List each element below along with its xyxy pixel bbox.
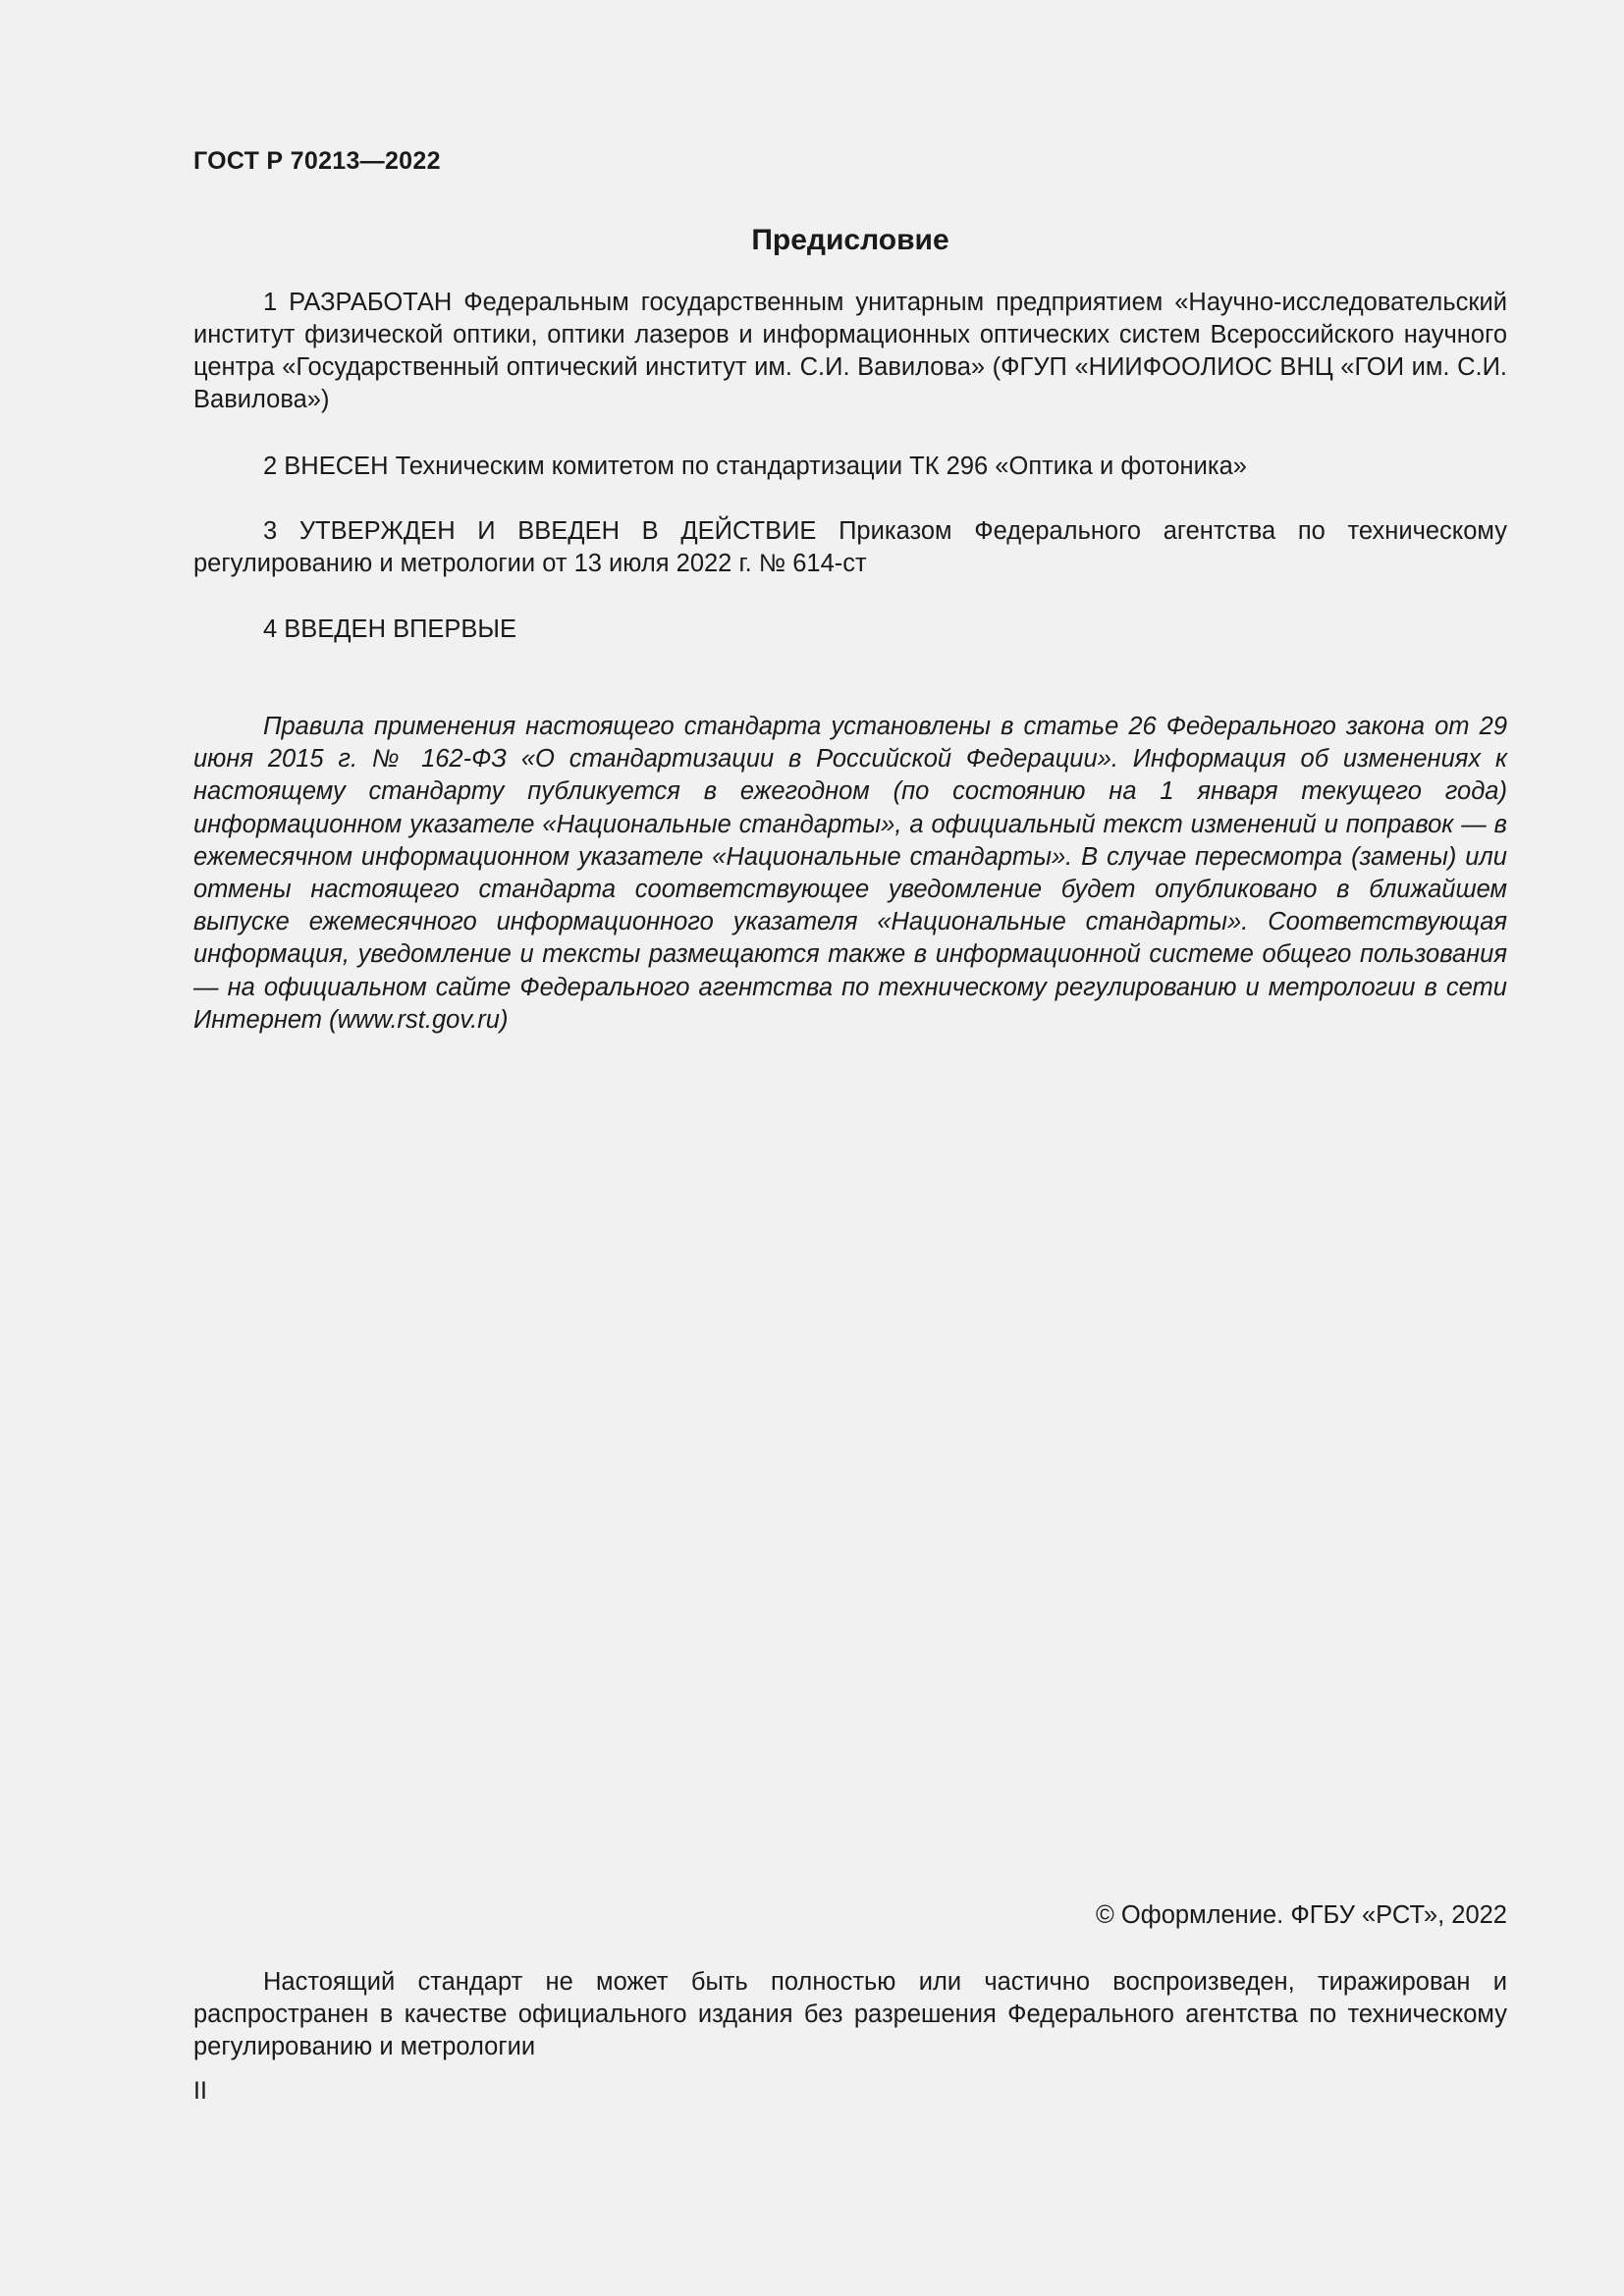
foreword-item-1: 1 РАЗРАБОТАН Федеральным государственным унитарным предприятием «Научно-исследовательский институт физической оптики, оптики лазеров и информационных оптических систем Всероссийского научного центра «Государственный оптический институт им. С.И. Вавилова» (ФГУП «НИИФООЛИОС ВНЦ «ГОИ им. С.И. Вавилова») bbox=[193, 289, 1507, 413]
foreword-item-2: 2 ВНЕСЕН Техническим комитетом по стандартизации ТК 296 «Оптика и фотоника» bbox=[263, 453, 1247, 480]
foreword-item-3: 3 УТВЕРЖДЕН И ВВЕДЕН В ДЕЙСТВИЕ Приказом Федерального агентства по техническому регулированию и метрологии от 13 июля 2022 г. № 614-ст bbox=[193, 517, 1507, 577]
page-title: Предисловие bbox=[751, 224, 949, 256]
foreword-item-4: 4 ВВЕДЕН ВПЕРВЫЕ bbox=[263, 615, 517, 643]
rules-note: Правила применения настоящего стандарта установлены в статье 26 Федерального закона от 29 июня 2015 г. № 162-ФЗ «О стандартизации в Российской Федерации». Информация об изменениях к настоящему стандарту публикуется в ежегодном (по состоянию на 1 января текущего года) информационном указателе «Национальные стандарты», а официальный текст изменений и поправок — в ежемесячном информационном указателе «Национальные стандарты». В случае пересмотра (замены) или отмены настоящего стандарта соответствующее уведомление будет опубликовано в ближайшем выпуске ежемесячного информационного указателя «Национальные стандарты». Соответствующая информация, уведомление и тексты размещаются также в информационной системе общего пользования — на официальном сайте Федерального агентства по техническому регулированию и метрологии в сети Интернет (www.rst.gov.ru) bbox=[193, 713, 1507, 1034]
copyright-line: © Оформление. ФГБУ «РСТ», 2022 bbox=[1096, 1901, 1507, 1929]
page-number: II bbox=[193, 2077, 207, 2105]
reproduction-notice: Настоящий стандарт не может быть полностью или частично воспроизведен, тиражирован и распространен в качестве официального издания без разрешения Федерального агентства по техническому регулированию и метрологии bbox=[193, 1968, 1507, 2060]
document-header: ГОСТ Р 70213—2022 bbox=[193, 147, 441, 175]
